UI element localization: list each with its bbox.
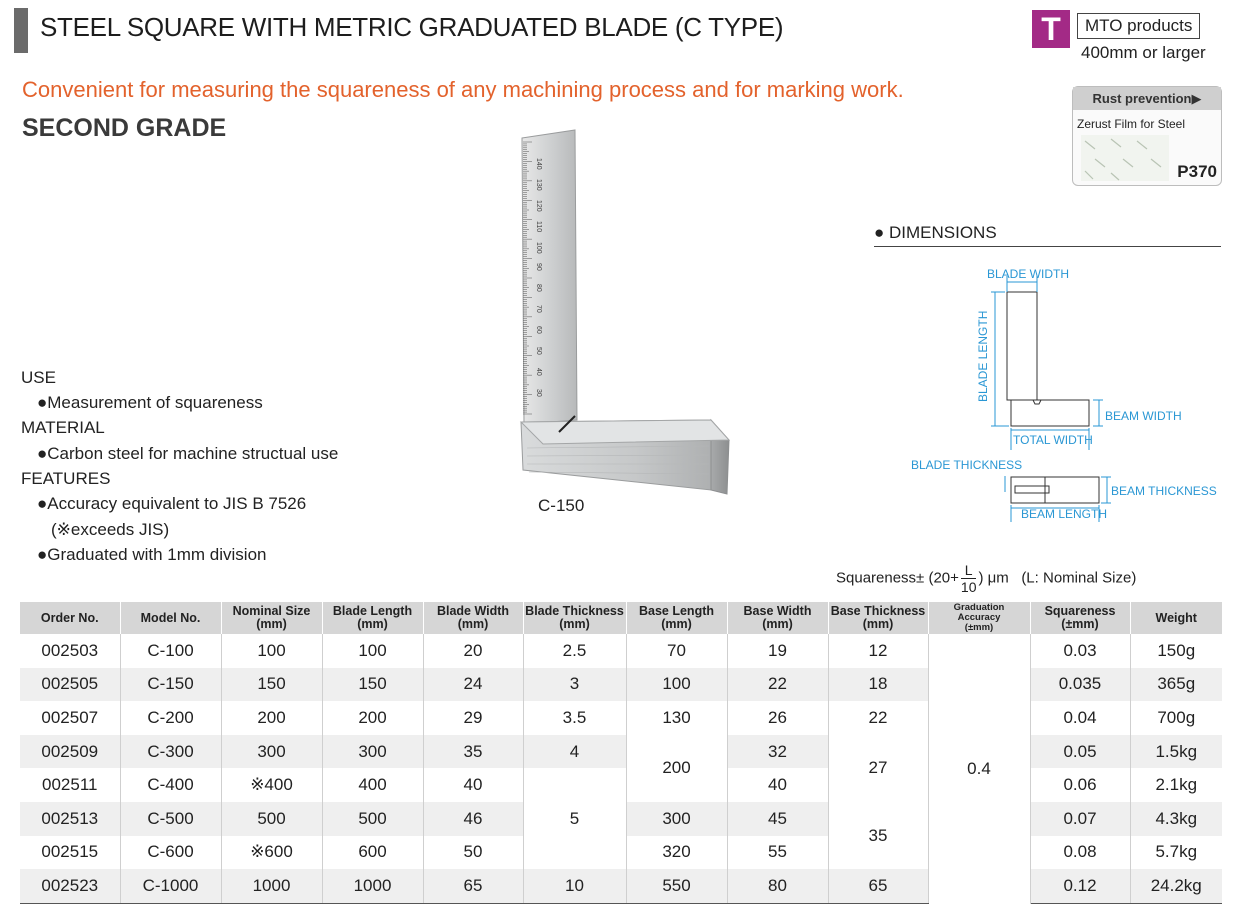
- cell-blade-width: 40: [423, 768, 523, 802]
- header-order-no: Order No.: [20, 602, 120, 634]
- cell-blade-length: 500: [322, 802, 423, 836]
- label-beam-width: BEAM WIDTH: [1105, 409, 1182, 423]
- cell-order: 002513: [20, 802, 120, 836]
- cell-order: 002503: [20, 634, 120, 668]
- cell-squareness: 0.12: [1030, 869, 1130, 903]
- cell-model: C-600: [120, 836, 221, 870]
- cell-blade-width: 24: [423, 668, 523, 702]
- header-base-thickness: Base Thickness (mm): [828, 602, 928, 634]
- cell-base-length: 130: [626, 701, 727, 735]
- cell-order: 002511: [20, 768, 120, 802]
- cell-weight: 4.3kg: [1130, 802, 1222, 836]
- header-blade-width: Blade Width (mm): [423, 602, 523, 634]
- cell-weight: 365g: [1130, 668, 1222, 702]
- cell-nominal: ※400: [221, 768, 322, 802]
- header-blade-thickness: Blade Thickness (mm): [523, 602, 626, 634]
- label-blade-length: BLADE LENGTH: [976, 310, 990, 402]
- cell-blade-width: 20: [423, 634, 523, 668]
- steel-square-image: [515, 126, 740, 498]
- product-caption: C-150: [538, 496, 585, 515]
- cell-order: 002507: [20, 701, 120, 735]
- cell-base-thickness: 65: [828, 869, 928, 903]
- label-blade-width: BLADE WIDTH: [987, 267, 1070, 281]
- cell-blade-thickness: 5: [523, 768, 626, 869]
- header-base-width: Base Width (mm): [727, 602, 828, 634]
- cell-nominal: 300: [221, 735, 322, 769]
- dimensions-diagram: [905, 262, 1217, 532]
- cell-nominal: 500: [221, 802, 322, 836]
- formula-prefix: Squareness± (20+: [836, 569, 959, 587]
- cell-model: C-500: [120, 802, 221, 836]
- cell-blade-length: 600: [322, 836, 423, 870]
- mto-note: 400mm or larger: [1081, 43, 1206, 62]
- grade-heading: SECOND GRADE: [22, 114, 227, 142]
- cell-base-thickness: 12: [828, 634, 928, 668]
- use-item: ●Measurement of squareness: [37, 393, 263, 412]
- squareness-formula: [836, 562, 1136, 598]
- cell-blade-length: 200: [322, 701, 423, 735]
- label-beam-thickness: BEAM THICKNESS: [1111, 484, 1217, 498]
- cell-blade-width: 35: [423, 735, 523, 769]
- cell-order: 002505: [20, 668, 120, 702]
- title-accent-bar: [14, 8, 28, 53]
- scale-label: 70: [535, 305, 542, 313]
- cell-base-width: 55: [727, 836, 828, 870]
- scale-label: 110: [535, 221, 542, 233]
- cell-weight: 700g: [1157, 707, 1196, 727]
- formula-fraction: [961, 562, 977, 595]
- header-nominal-size: Nominal Size (mm): [221, 602, 322, 634]
- cell-squareness: 0.07: [1030, 802, 1130, 836]
- cell-base-width: 22: [727, 668, 828, 702]
- cell-model: C-150: [120, 668, 221, 702]
- cell-weight: 150g: [1157, 640, 1196, 660]
- cell-blade-thickness: 4: [523, 735, 626, 769]
- label-blade-thickness: BLADE THICKNESS: [911, 458, 1023, 472]
- table-row: [20, 701, 1222, 735]
- scale-label: 50: [535, 347, 542, 355]
- use-heading: USE: [21, 368, 56, 387]
- cell-squareness: 0.04: [1030, 701, 1130, 735]
- cell-base-width: 80: [727, 869, 828, 903]
- formula-numerator: L: [961, 562, 977, 579]
- cell-squareness: 0.06: [1030, 768, 1130, 802]
- feature-item-graduated: ●Graduated with 1mm division: [37, 545, 267, 564]
- cell-blade-length: 1000: [322, 869, 423, 903]
- cell-blade-width: 46: [423, 802, 523, 836]
- dimensions-rule: [874, 246, 1221, 247]
- cell-blade-thickness: 2.5: [523, 634, 626, 668]
- mto-label: MTO products: [1077, 13, 1200, 39]
- cell-base-width: 45: [727, 802, 828, 836]
- feature-item-accuracy: ●Accuracy equivalent to JIS B 7526: [37, 494, 307, 513]
- cell-base-width: 26: [727, 701, 828, 735]
- cell-base-width: 19: [727, 634, 828, 668]
- scale-label: 100: [535, 242, 542, 254]
- cell-blade-length: 300: [322, 735, 423, 769]
- cell-blade-width: 29: [423, 701, 523, 735]
- scale-label: 120: [535, 200, 542, 212]
- header-base-length: Base Length (mm): [626, 602, 727, 634]
- header-graduation-accuracy: Graduation Accuracy (±mm): [928, 602, 1030, 634]
- cell-nominal: 200: [221, 701, 322, 735]
- cell-blade-width: 65: [423, 869, 523, 903]
- label-total-width: TOTAL WIDTH: [1013, 433, 1093, 447]
- table-row: [20, 668, 1222, 702]
- scale-label: 80: [535, 284, 542, 292]
- cell-blade-thickness: 3.5: [523, 701, 626, 735]
- cell-weight: 2.1kg: [1155, 775, 1198, 795]
- cell-model: C-300: [120, 735, 221, 769]
- cell-blade-length: 100: [322, 634, 423, 668]
- subtitle: Convenient for measuring the squareness of any machining process and for marking work.: [22, 77, 904, 102]
- table-row: [20, 869, 1222, 903]
- header-model-no: Model No.: [120, 602, 221, 634]
- cell-squareness: 0.03: [1030, 634, 1130, 668]
- cell-base-length: 100: [626, 668, 727, 702]
- rust-page-ref[interactable]: P370: [1177, 162, 1217, 181]
- rust-film-label: Zerust Film for Steel: [1077, 117, 1186, 131]
- cell-squareness: 0.08: [1030, 836, 1130, 870]
- cell-base-length: 200: [626, 735, 727, 802]
- cell-blade-length: 150: [322, 668, 423, 702]
- cell-blade-thickness: 10: [523, 869, 626, 903]
- cell-squareness: 0.035: [1030, 668, 1130, 702]
- scale-label: 140: [535, 158, 542, 170]
- header-squareness: Squareness (±mm): [1030, 602, 1130, 634]
- scale-label: 90: [535, 263, 542, 271]
- cell-base-length: 300: [626, 802, 727, 836]
- cell-model: C-400: [120, 768, 221, 802]
- table-row: [20, 768, 1222, 802]
- cell-blade-thickness: 3: [523, 668, 626, 702]
- cell-order: 002515: [20, 836, 120, 870]
- dimensions-heading: ● DIMENSIONS: [874, 223, 997, 242]
- cell-base-length: 70: [626, 634, 727, 668]
- formula-note: (L: Nominal Size): [1021, 569, 1137, 587]
- cell-nominal: 100: [221, 634, 322, 668]
- scale-label: 130: [535, 179, 542, 191]
- scale-label: 40: [535, 368, 542, 376]
- spec-table: [20, 602, 1222, 904]
- cell-nominal: 1000: [221, 869, 322, 903]
- formula-suffix: ) μm: [978, 569, 1009, 587]
- label-beam-length: BEAM LENGTH: [1021, 507, 1108, 521]
- cell-base-thickness: 35: [828, 802, 928, 869]
- cell-base-thickness: 22: [828, 701, 928, 735]
- scale-label: 60: [535, 326, 542, 334]
- header-weight: Weight: [1130, 602, 1222, 634]
- cell-order: 002523: [20, 869, 120, 903]
- cell-order: 002509: [20, 735, 120, 769]
- cell-nominal: 150: [221, 668, 322, 702]
- scale-label: 30: [535, 389, 542, 397]
- cell-base-length: 320: [626, 836, 727, 870]
- cell-nominal: ※600: [221, 836, 322, 870]
- rust-prevention-header[interactable]: Rust prevention▶: [1073, 87, 1221, 110]
- cell-base-width: 40: [727, 768, 828, 802]
- cell-weight: 1.5kg: [1130, 735, 1222, 769]
- cell-blade-width: 50: [423, 836, 523, 870]
- cell-blade-length: 400: [322, 768, 423, 802]
- cell-model: C-100: [120, 634, 221, 668]
- mto-badge: T: [1032, 10, 1070, 48]
- cell-base-thickness: 18: [828, 668, 928, 702]
- material-heading: MATERIAL: [21, 418, 105, 437]
- cell-base-length: 550: [626, 869, 727, 903]
- rust-prevention-box[interactable]: [1072, 86, 1222, 186]
- cell-model: C-200: [120, 701, 221, 735]
- cell-base-thickness: 27: [828, 735, 928, 802]
- cell-base-width: 32: [727, 735, 828, 769]
- table-row: [20, 634, 1222, 668]
- cell-graduation-accuracy: 0.4: [928, 634, 1030, 903]
- table-header-row: [20, 602, 1222, 634]
- formula-denominator: 10: [960, 579, 977, 595]
- material-item: ●Carbon steel for machine structual use: [37, 444, 339, 463]
- cell-squareness: 0.05: [1030, 735, 1130, 769]
- features-heading: FEATURES: [21, 469, 111, 488]
- cell-weight: 24.2kg: [1130, 869, 1222, 903]
- feature-item-note: (※exceeds JIS): [51, 520, 170, 539]
- cell-weight: 5.7kg: [1155, 842, 1198, 862]
- table-row: [20, 735, 1222, 769]
- header-blade-length: Blade Length (mm): [322, 602, 423, 634]
- zerust-film-pattern: [1081, 135, 1169, 181]
- cell-model: C-1000: [120, 869, 221, 903]
- page-title: STEEL SQUARE WITH METRIC GRADUATED BLADE (C TYPE): [40, 12, 784, 42]
